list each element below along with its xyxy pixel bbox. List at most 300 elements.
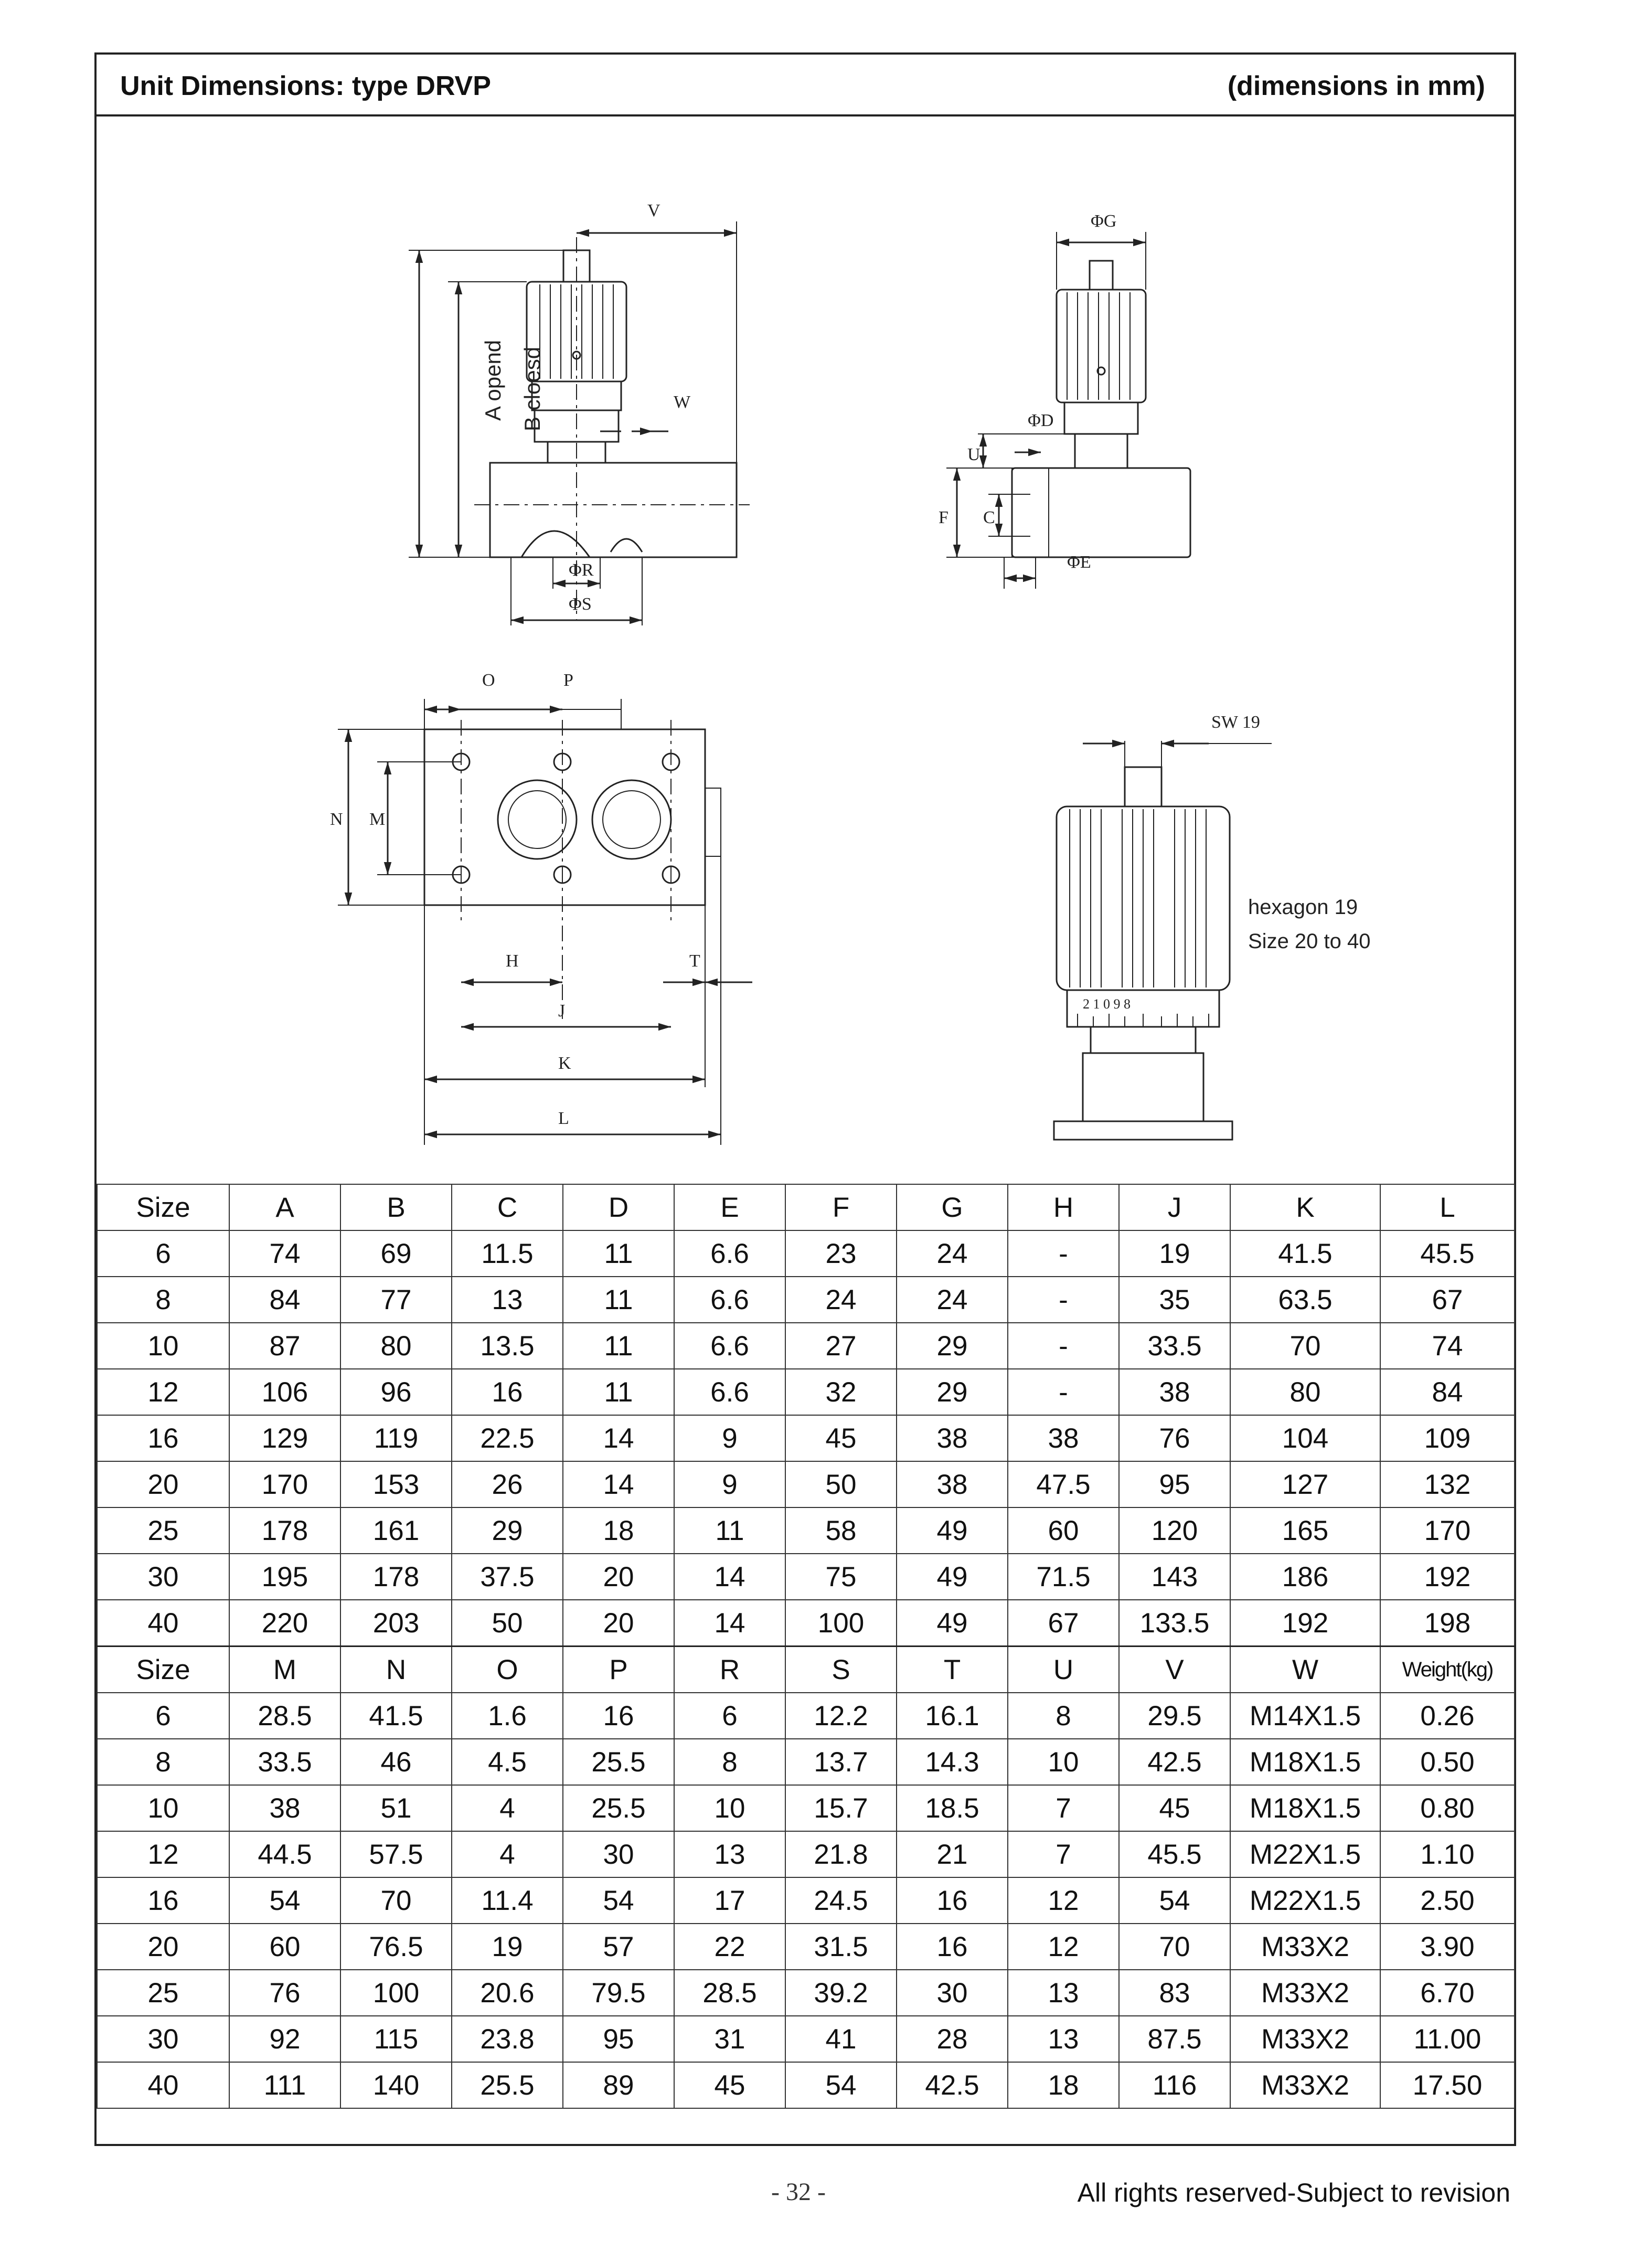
table-row-cell: 1.10 (1380, 1831, 1515, 1877)
table-row-cell: 16 (897, 1877, 1008, 1924)
table-row-cell: 6.6 (674, 1230, 785, 1277)
table-row-cell: 89 (563, 2062, 674, 2108)
valve-body (490, 463, 737, 557)
table-header-row-cell: J (1119, 1184, 1230, 1230)
table-row-cell: 6.6 (674, 1277, 785, 1323)
table-row-cell: 11.00 (1380, 2016, 1515, 2062)
table-row-cell: 1.6 (452, 1693, 563, 1739)
table-row-cell: 28.5 (674, 1970, 785, 2016)
table-row-cell: 63.5 (1230, 1277, 1380, 1323)
label-t: T (689, 951, 700, 971)
table-row-cell: 28.5 (229, 1693, 340, 1739)
dimensions-table (97, 1184, 1515, 2109)
table-row (97, 1877, 1515, 1924)
table-row-cell: 8 (97, 1277, 229, 1323)
label-m: M (369, 810, 386, 829)
table-row-cell: 16 (563, 1693, 674, 1739)
table-row-cell: 8 (97, 1739, 229, 1785)
drawings-svg (97, 116, 1514, 1246)
table-row-cell: 54 (229, 1877, 340, 1924)
table-row (97, 1785, 1515, 1831)
table-row-cell: 186 (1230, 1554, 1380, 1600)
table-row-cell: 10 (674, 1785, 785, 1831)
table-header-row-cell: L (1380, 1184, 1515, 1230)
table-row-cell: 80 (1230, 1369, 1380, 1415)
table-row-cell: 29.5 (1119, 1693, 1230, 1739)
table-row-cell: 31 (674, 2016, 785, 2062)
table-row-cell: 198 (1380, 1600, 1515, 1647)
label-phi-d: ΦD (1028, 411, 1054, 430)
table-header-row-cell: Size (97, 1647, 229, 1693)
table-row-cell: 67 (1380, 1277, 1515, 1323)
table-row-cell: 30 (897, 1970, 1008, 2016)
table-row-cell: 28 (897, 2016, 1008, 2062)
table-row-cell: 12.2 (785, 1693, 897, 1739)
table-row-cell: M33X2 (1230, 1924, 1380, 1970)
table-row-cell: 13.5 (452, 1323, 563, 1369)
label-sw: SW 19 (1211, 713, 1260, 732)
table-row-cell: 18.5 (897, 1785, 1008, 1831)
table-header-row-cell: W (1230, 1647, 1380, 1693)
table-row-cell: 19 (1119, 1230, 1230, 1277)
table-row-cell: 10 (97, 1323, 229, 1369)
table-header-row-cell: A (229, 1184, 340, 1230)
table-row-cell: 161 (340, 1507, 452, 1554)
table-row-cell: 31.5 (785, 1924, 897, 1970)
table-header-row-cell: D (563, 1184, 674, 1230)
table-row-cell: 30 (97, 2016, 229, 2062)
table-row-cell: 4.5 (452, 1739, 563, 1785)
port-a (498, 780, 577, 859)
table-row-cell: 14 (674, 1600, 785, 1647)
table-row-cell: 6 (97, 1230, 229, 1277)
table-row-cell: 42.5 (1119, 1739, 1230, 1785)
table-row-cell: 44.5 (229, 1831, 340, 1877)
table-row-cell: 13 (1008, 1970, 1119, 2016)
knob-front (1057, 290, 1146, 402)
table-row-cell: M18X1.5 (1230, 1785, 1380, 1831)
table-row (97, 1461, 1515, 1507)
table-row-cell: 12 (1008, 1924, 1119, 1970)
table-row-cell: - (1008, 1323, 1119, 1369)
table-row-cell: 70 (1119, 1924, 1230, 1970)
front-view-drawing (946, 232, 1190, 589)
table-row-cell: 100 (785, 1600, 897, 1647)
table-row (97, 1507, 1515, 1554)
table-row (97, 1970, 1515, 2016)
table-row-cell: 6 (97, 1693, 229, 1739)
table-row-cell: 10 (97, 1785, 229, 1831)
table-row-cell: 33.5 (229, 1739, 340, 1785)
table-row-cell: 178 (340, 1554, 452, 1600)
table-row-cell: 87 (229, 1323, 340, 1369)
body-front (1012, 468, 1190, 557)
table-header-row-cell: H (1008, 1184, 1119, 1230)
table-row-cell: 116 (1119, 2062, 1230, 2108)
table-header-row-cell: U (1008, 1647, 1119, 1693)
table-row-cell: 132 (1380, 1461, 1515, 1507)
table-row-cell: 119 (340, 1415, 452, 1461)
table-row-cell: 21.8 (785, 1831, 897, 1877)
table-row-cell: M33X2 (1230, 2062, 1380, 2108)
table-row-cell: 106 (229, 1369, 340, 1415)
page-title: Unit Dimensions: type DRVP (120, 71, 491, 101)
table-row-cell: 30 (563, 1831, 674, 1877)
table-row-cell: 54 (785, 2062, 897, 2108)
table-row-cell: 23.8 (452, 2016, 563, 2062)
table-row-cell: 0.26 (1380, 1693, 1515, 1739)
table-header-row-cell: F (785, 1184, 897, 1230)
table-row-cell: 50 (452, 1600, 563, 1647)
table-row-cell: 67 (1008, 1600, 1119, 1647)
table-row-cell: 60 (229, 1924, 340, 1970)
table-row-cell: 15.7 (785, 1785, 897, 1831)
table-row-cell: - (1008, 1369, 1119, 1415)
table-row-cell: 24 (785, 1277, 897, 1323)
table-row-cell: 74 (1380, 1323, 1515, 1369)
table-row-cell: 9 (674, 1461, 785, 1507)
table-row-cell: 11 (563, 1323, 674, 1369)
label-v: V (647, 201, 660, 220)
stem-front (1090, 261, 1113, 290)
table-row-cell: 83 (1119, 1970, 1230, 2016)
table-row-cell: 20 (563, 1554, 674, 1600)
table-row-cell: 2.50 (1380, 1877, 1515, 1924)
nut-front (1075, 434, 1127, 468)
table-row-cell: 129 (229, 1415, 340, 1461)
table-row-cell: 115 (340, 2016, 452, 2062)
table-header-row-cell: M (229, 1647, 340, 1693)
table-row (97, 1323, 1515, 1369)
label-b-closed: B cloesd (520, 346, 545, 431)
label-k: K (558, 1054, 571, 1073)
table-header-row-cell: N (340, 1647, 452, 1693)
table-row (97, 1693, 1515, 1739)
table-row-cell: 25.5 (563, 1739, 674, 1785)
table-row-cell: 16.1 (897, 1693, 1008, 1739)
table-row-cell: 95 (563, 2016, 674, 2062)
table-row-cell: 25.5 (452, 2062, 563, 2108)
table-row-cell: 140 (340, 2062, 452, 2108)
table-row-cell: 32 (785, 1369, 897, 1415)
label-o: O (482, 671, 495, 690)
table-header-row-cell: Size (97, 1184, 229, 1230)
table-header-row-cell: C (452, 1184, 563, 1230)
table-header-row (97, 1184, 1515, 1230)
units-note: (dimensions in mm) (1227, 71, 1485, 101)
table-row-cell: 51 (340, 1785, 452, 1831)
hex-stem (1125, 767, 1161, 806)
table-row-cell: 11 (563, 1369, 674, 1415)
nut-large (1083, 1053, 1203, 1121)
base-flange (1054, 1121, 1232, 1140)
table-row-cell: 100 (340, 1970, 452, 2016)
table-row-cell: 29 (897, 1323, 1008, 1369)
page-number: - 32 - (771, 2178, 826, 2206)
label-a-opend: A opend (481, 339, 505, 421)
label-c: C (983, 508, 995, 527)
table-row-cell: 203 (340, 1600, 452, 1647)
table-row-cell: 13 (452, 1277, 563, 1323)
port-cutaway (521, 531, 590, 557)
table-row-cell: 29 (452, 1507, 563, 1554)
page-frame (94, 52, 1516, 2146)
collar (1091, 1027, 1196, 1053)
table-row-cell: M14X1.5 (1230, 1693, 1380, 1739)
label-p: P (563, 671, 573, 690)
table-row (97, 1924, 1515, 1970)
table-row-cell: 17 (674, 1877, 785, 1924)
table-header-row-cell: R (674, 1647, 785, 1693)
table-row-cell: 11 (563, 1230, 674, 1277)
table-row (97, 1600, 1515, 1647)
table-row-cell: 87.5 (1119, 2016, 1230, 2062)
table-row-cell: 8 (1008, 1693, 1119, 1739)
technical-drawings (97, 116, 1514, 1246)
table-row-cell: 111 (229, 2062, 340, 2108)
port-b (592, 780, 671, 859)
table-row-cell: 27 (785, 1323, 897, 1369)
table-row-cell: 6 (674, 1693, 785, 1739)
label-phi-e: ΦE (1067, 553, 1091, 572)
table-row-cell: 0.50 (1380, 1739, 1515, 1785)
table-row-cell: 49 (897, 1507, 1008, 1554)
table-row-cell: 192 (1230, 1600, 1380, 1647)
table-header-row-cell: B (340, 1184, 452, 1230)
port-cutaway-2 (611, 539, 642, 552)
table-row-cell: 20 (97, 1924, 229, 1970)
table-row-cell: M22X1.5 (1230, 1877, 1380, 1924)
table-row (97, 2062, 1515, 2108)
label-f: F (939, 508, 948, 527)
table-row-cell: 38 (1008, 1415, 1119, 1461)
table-row-cell: 109 (1380, 1415, 1515, 1461)
table-row (97, 1831, 1515, 1877)
table-header-row (97, 1647, 1515, 1693)
table-row-cell: 45 (1119, 1785, 1230, 1831)
table-row-cell: 104 (1230, 1415, 1380, 1461)
table-row-cell: 84 (229, 1277, 340, 1323)
table-row-cell: 14 (674, 1554, 785, 1600)
table-row-cell: 143 (1119, 1554, 1230, 1600)
table-row-cell: 12 (97, 1831, 229, 1877)
table-row-cell: 24 (897, 1277, 1008, 1323)
table-header-row-cell: V (1119, 1647, 1230, 1693)
table-row-cell: 19 (452, 1924, 563, 1970)
table-row (97, 2016, 1515, 2062)
table-row-cell: 120 (1119, 1507, 1230, 1554)
table-row-cell: 38 (897, 1415, 1008, 1461)
table-row-cell: 20 (563, 1600, 674, 1647)
table-row-cell: 13 (1008, 2016, 1119, 2062)
table-row-cell: - (1008, 1277, 1119, 1323)
table-header-row-cell: T (897, 1647, 1008, 1693)
table-row-cell: 9 (674, 1415, 785, 1461)
table-row-cell: 6.70 (1380, 1970, 1515, 2016)
table-row-cell: 192 (1380, 1554, 1515, 1600)
table-row-cell: 41 (785, 2016, 897, 2062)
table-row-cell: 41.5 (1230, 1230, 1380, 1277)
table-header-row-cell: P (563, 1647, 674, 1693)
table-row-cell: 50 (785, 1461, 897, 1507)
table-row-cell: 41.5 (340, 1693, 452, 1739)
table-row-cell: 165 (1230, 1507, 1380, 1554)
table-row-cell: 17.50 (1380, 2062, 1515, 2108)
table-row-cell: 39.2 (785, 1970, 897, 2016)
table-row-cell: 33.5 (1119, 1323, 1230, 1369)
table-row-cell: 58 (785, 1507, 897, 1554)
table-row-cell: 7 (1008, 1785, 1119, 1831)
table-row-cell: 25 (97, 1507, 229, 1554)
table-row (97, 1369, 1515, 1415)
table-row-cell: 24.5 (785, 1877, 897, 1924)
table-row-cell: 16 (97, 1415, 229, 1461)
table-row-cell: 153 (340, 1461, 452, 1507)
table-row-cell: 11.4 (452, 1877, 563, 1924)
label-phi-g: ΦG (1091, 211, 1117, 231)
table-header-row-cell: K (1230, 1184, 1380, 1230)
table-row-cell: 25 (97, 1970, 229, 2016)
table-row-cell: 47.5 (1008, 1461, 1119, 1507)
label-phi-s: ΦS (569, 594, 592, 614)
table-row-cell: 92 (229, 2016, 340, 2062)
table-row-cell: 3.90 (1380, 1924, 1515, 1970)
label-j: J (558, 1001, 566, 1021)
table-row-cell: 95 (1119, 1461, 1230, 1507)
table-row-cell: 14 (563, 1461, 674, 1507)
table-row-cell: 57.5 (340, 1831, 452, 1877)
table-row-cell: 13.7 (785, 1739, 897, 1785)
table-row-cell: 16 (97, 1877, 229, 1924)
table-row-cell: 45.5 (1380, 1230, 1515, 1277)
scale-front (1064, 402, 1138, 434)
table-row-cell: 79.5 (563, 1970, 674, 2016)
table-row-cell: 18 (563, 1507, 674, 1554)
table-row-cell: 69 (340, 1230, 452, 1277)
scale-digits: 2 1 0 9 8 (1083, 996, 1131, 1012)
label-w: W (674, 392, 691, 412)
table-row (97, 1739, 1515, 1785)
table-header-row-cell: G (897, 1184, 1008, 1230)
table-row-cell: 45 (674, 2062, 785, 2108)
table-row-cell: 54 (1119, 1877, 1230, 1924)
table-row-cell: 6.6 (674, 1323, 785, 1369)
table-row-cell: 14 (563, 1415, 674, 1461)
table-row-cell: 10 (1008, 1739, 1119, 1785)
table-row-cell: 127 (1230, 1461, 1380, 1507)
table-row-cell: 30 (97, 1554, 229, 1600)
mounting-face-drawing (338, 699, 752, 1145)
table-row-cell: 35 (1119, 1277, 1230, 1323)
table-row-cell: 170 (1380, 1507, 1515, 1554)
table-row-cell: 45 (785, 1415, 897, 1461)
note-size-range: Size 20 to 40 (1248, 930, 1371, 953)
table-row-cell: 24 (897, 1230, 1008, 1277)
table-row-cell: M33X2 (1230, 2016, 1380, 2062)
table-row-cell: 70 (340, 1877, 452, 1924)
table-row-cell: 57 (563, 1924, 674, 1970)
label-h: H (506, 951, 519, 971)
table-row-cell: 26 (452, 1461, 563, 1507)
table-row-cell: 38 (897, 1461, 1008, 1507)
knob-detail-drawing (1054, 741, 1272, 1140)
table-row-cell: 7 (1008, 1831, 1119, 1877)
table-row (97, 1554, 1515, 1600)
table-row-cell: 42.5 (897, 2062, 1008, 2108)
label-u: U (967, 445, 980, 464)
table-row-cell: 133.5 (1119, 1600, 1230, 1647)
table-header-row-cell: S (785, 1647, 897, 1693)
table-row-cell: 76.5 (340, 1924, 452, 1970)
table-row-cell: 195 (229, 1554, 340, 1600)
table-row-cell: - (1008, 1230, 1119, 1277)
table-row-cell: 49 (897, 1600, 1008, 1647)
table-row-cell: 22.5 (452, 1415, 563, 1461)
table-row-cell: 38 (229, 1785, 340, 1831)
table-header-row-cell: O (452, 1647, 563, 1693)
table-row-cell: 11.5 (452, 1230, 563, 1277)
table-row-cell: 80 (340, 1323, 452, 1369)
table-row-cell: 60 (1008, 1507, 1119, 1554)
table-row-cell: 71.5 (1008, 1554, 1119, 1600)
table-row-cell: 11 (674, 1507, 785, 1554)
table-row-cell: 25.5 (563, 1785, 674, 1831)
label-n: N (330, 810, 343, 829)
table-row-cell: 49 (897, 1554, 1008, 1600)
table-row-cell: 76 (1119, 1415, 1230, 1461)
table-row-cell: 40 (97, 2062, 229, 2108)
table-row-cell: 11 (563, 1277, 674, 1323)
table-header-row-cell: Weight(kg) (1380, 1647, 1515, 1693)
table-row-cell: 12 (97, 1369, 229, 1415)
table-row-cell: 75 (785, 1554, 897, 1600)
table-row-cell: 178 (229, 1507, 340, 1554)
table-row-cell: 16 (452, 1369, 563, 1415)
table-row-cell: 23 (785, 1230, 897, 1277)
table-row-cell: 46 (340, 1739, 452, 1785)
table-row-cell: 20.6 (452, 1970, 563, 2016)
table-row-cell: 96 (340, 1369, 452, 1415)
table-row-cell: 8 (674, 1739, 785, 1785)
table-row-cell: 6.6 (674, 1369, 785, 1415)
table-row-cell: 16 (897, 1924, 1008, 1970)
table-row-cell: 77 (340, 1277, 452, 1323)
table-row-cell: 18 (1008, 2062, 1119, 2108)
table-row-cell: 4 (452, 1785, 563, 1831)
table-row-cell: 38 (1119, 1369, 1230, 1415)
table-row-cell: 54 (563, 1877, 674, 1924)
label-phi-r: ΦR (569, 560, 594, 580)
table-row-cell: 37.5 (452, 1554, 563, 1600)
table-row-cell: 45.5 (1119, 1831, 1230, 1877)
table-row-cell: M22X1.5 (1230, 1831, 1380, 1877)
table-row-cell: 170 (229, 1461, 340, 1507)
table-row-cell: 4 (452, 1831, 563, 1877)
table-row-cell: 40 (97, 1600, 229, 1647)
table-row-cell: 84 (1380, 1369, 1515, 1415)
table-row (97, 1415, 1515, 1461)
rights-notice: All rights reserved-Subject to revision (1077, 2178, 1510, 2207)
table-row-cell: 21 (897, 1831, 1008, 1877)
note-hexagon: hexagon 19 (1248, 896, 1358, 919)
label-l: L (558, 1109, 569, 1128)
table-row (97, 1230, 1515, 1277)
table-row-cell: 70 (1230, 1323, 1380, 1369)
table-row-cell: 13 (674, 1831, 785, 1877)
title-bar (97, 55, 1514, 116)
table-row-cell: M18X1.5 (1230, 1739, 1380, 1785)
table-row-cell: 74 (229, 1230, 340, 1277)
